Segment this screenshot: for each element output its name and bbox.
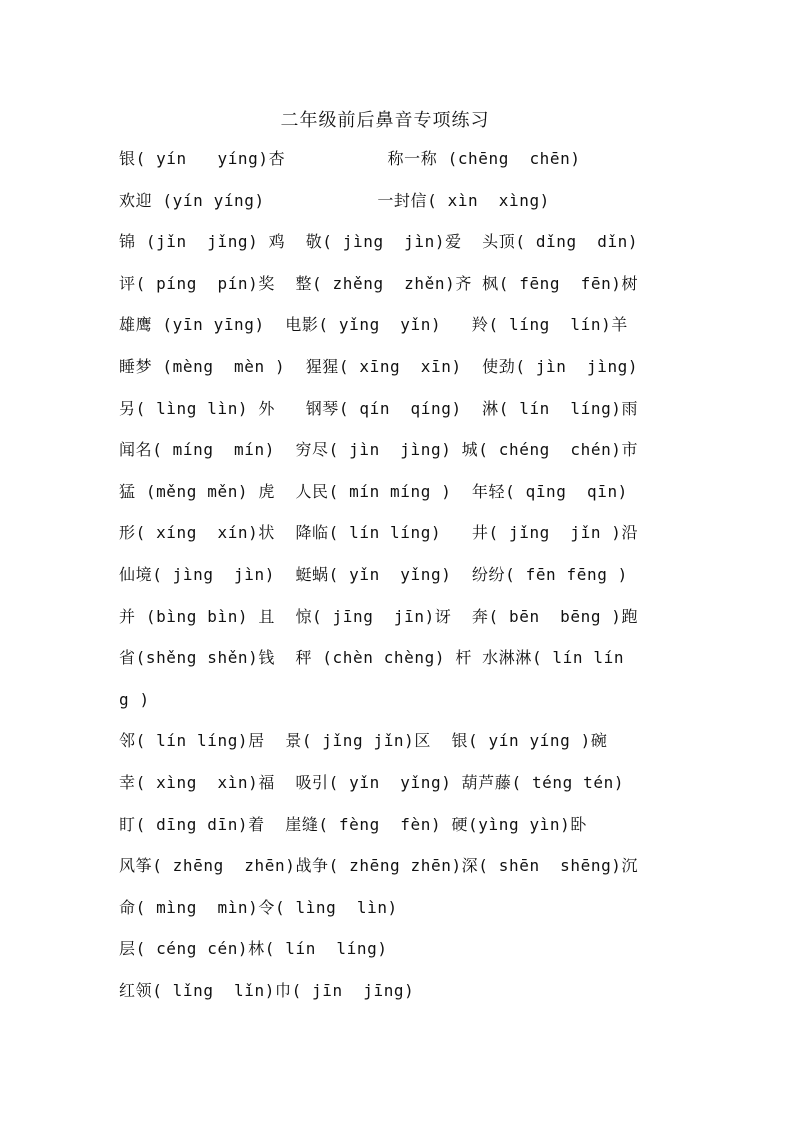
exercise-line: 并 (bìng bìn) 且 惊( jīng jīn)讶 奔( bēn bēng )跑: [119, 606, 639, 626]
page-title: 二年级前后鼻音专项练习: [280, 110, 490, 131]
exercise-line: 评( píng pín)奖 整( zhěng zhěn)齐 枫( fēng fēn)树: [119, 273, 639, 293]
exercise-line: 银( yín yíng)杏 称一称 (chēng chēn): [119, 149, 581, 168]
exercise-line: 锦 (jǐn jǐng) 鸡 敬( jìng jìn)爱 头顶( dǐng dǐn): [119, 232, 639, 252]
exercise-line: 欢迎 (yín yíng) 一封信( xìn xìng): [119, 190, 550, 210]
exercise-line: 盯( dīng dīn)着 崖缝( fèng fèn) 硬(yìng yìn)卧: [119, 814, 587, 834]
exercise-line: 命( mìng mìn)令( lìng lìn): [119, 897, 398, 917]
exercise-line: 层( céng cén)林( lín líng): [119, 939, 388, 959]
exercise-line: 风筝( zhēng zhēn)战争( zhēng zhēn)深( shēn shēng)沉: [119, 856, 639, 876]
exercise-line: 雄鹰 (yīn yīng) 电影( yǐng yǐn) 羚( líng lín)羊: [119, 315, 628, 335]
exercise-line: 红领( lǐng lǐn)巾( jīn jīng): [119, 980, 415, 1000]
exercise-line: 闻名( míng mín) 穷尽( jìn jìng) 城( chéng chén)市: [119, 440, 639, 460]
exercise-line: 邻( lín líng)居 景( jǐng jǐn)区 银( yín yíng )碗: [119, 731, 608, 751]
exercise-line: 仙境( jìng jìn) 蜓蜗( yǐn yǐng) 纷纷( fēn fēng ): [119, 564, 628, 584]
exercise-line: 形( xíng xín)状 降临( lín líng) 井( jǐng jǐn )沿: [119, 523, 639, 543]
exercise-line: 猛 (měng měn) 虎 人民( mín míng ) 年轻( qīng qīn): [119, 481, 628, 501]
exercise-line: 幸( xìng xìn)福 吸引( yǐn yǐng) 葫芦藤( téng tén): [119, 772, 625, 792]
exercise-lines: [119, 146, 679, 1019]
exercise-line: 另( lìng lìn) 外 钢琴( qín qíng) 淋( lín líng)雨: [119, 398, 639, 418]
exercise-line: 睡梦 (mèng mèn ) 猩猩( xīng xīn) 使劲( jìn jìng): [119, 356, 639, 376]
exercise-line: g ): [119, 689, 150, 709]
exercise-line: 省(shěng shěn)钱 秤 (chèn chèng) 杆 水淋淋( lín lín: [119, 648, 625, 668]
